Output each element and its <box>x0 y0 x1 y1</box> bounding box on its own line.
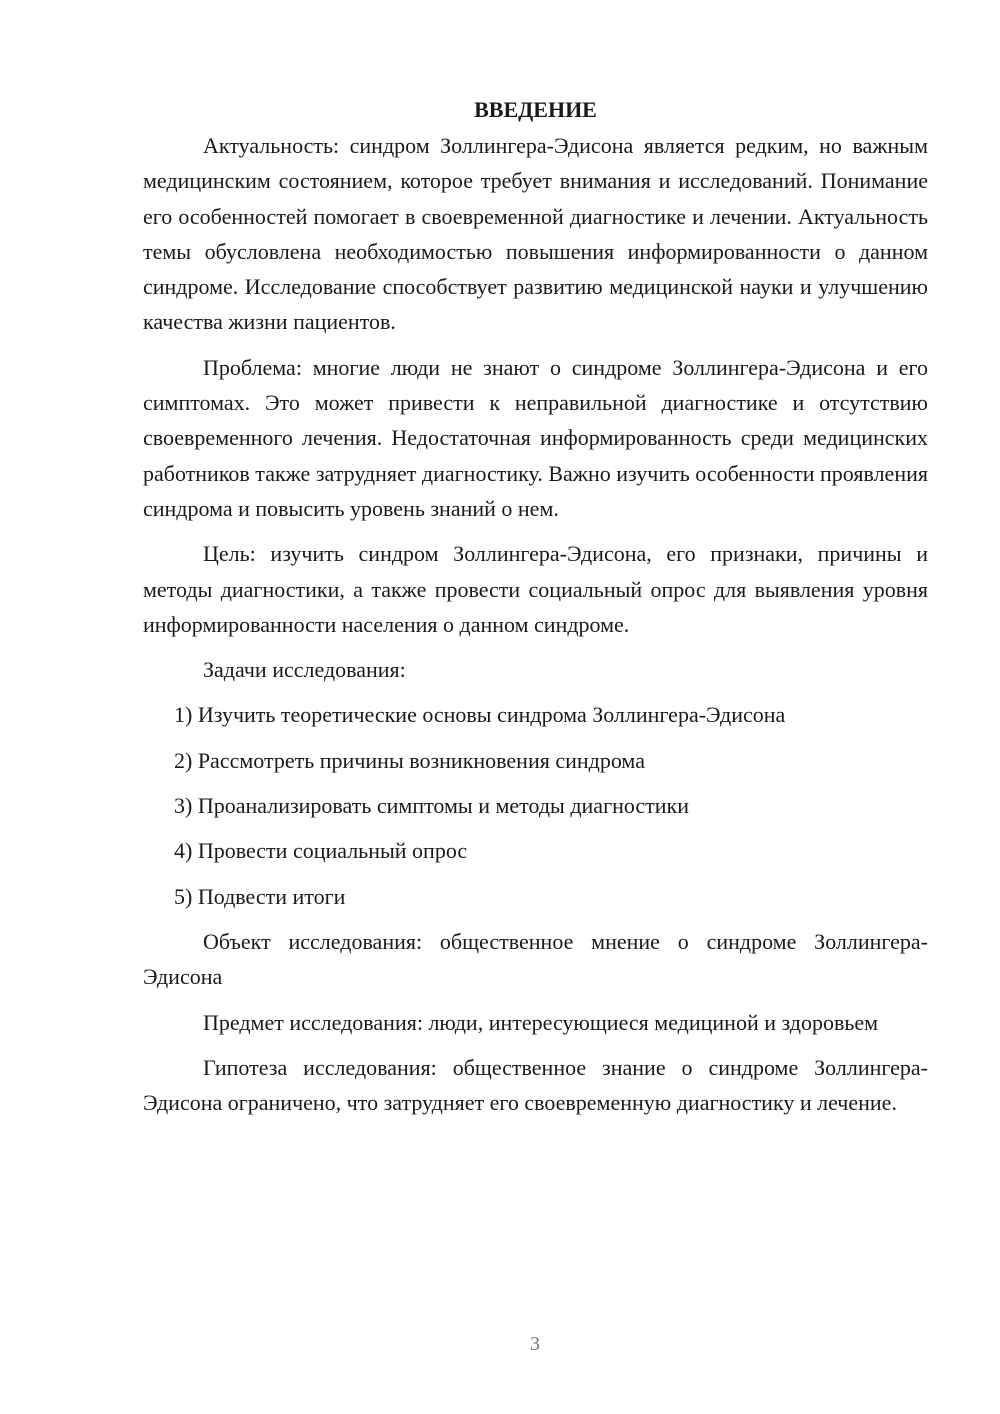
list-item: 3) Проанализировать симптомы и методы диагностики <box>174 793 690 819</box>
list-item: 5) Подвести итоги <box>174 883 346 909</box>
section-heading: ВВЕДЕНИЕ <box>474 97 597 122</box>
list-item: 4) Провести социальный опрос <box>174 838 468 864</box>
relevance-paragraph: Актуальность: синдром Золлингера-Эдисона является редким, но важным медицинским состоянием, которое требует внимания и исследований. Понимание его особенностей помогает в своевременной диагностике и лечении. Актуальность темы обусловлена необходимостью повышения информированности о данном синдроме. Исследование способствует развитию медицинской науки и улучшению качества жизни пациентов. <box>143 133 928 335</box>
list-item: 1) Изучить теоретические основы синдрома Золлингера-Эдисона <box>174 702 786 728</box>
document-page <box>143 92 928 1120</box>
goal-paragraph: Цель: изучить синдром Золлингера-Эдисона, его признаки, причины и методы диагностики, а также провести социальный опрос для выявления уровня информированности населения о данном синдроме. <box>143 541 928 637</box>
hypothesis-paragraph: Гипотеза исследования: общественное знание о синдроме Золлингера-Эдисона ограничено, что затрудняет его своевременную диагностику и лечение. <box>143 1054 928 1116</box>
list-item: 2) Рассмотреть причины возникновения синдрома <box>174 747 645 773</box>
tasks-list <box>143 697 928 913</box>
tasks-heading: Задачи исследования: <box>203 657 406 683</box>
problem-paragraph: Проблема: многие люди не знают о синдроме Золлингера-Эдисона и его симптомах. Это может привести к неправильной диагностике и отсутствию своевременного лечения. Недостаточная информированность среди медицинских работников также затрудняет диагностику. Важно изучить особенности проявления синдрома и повысить уровень знаний о нем. <box>143 354 928 521</box>
object-paragraph: Объект исследования: общественное мнение о синдроме Золлингера-Эдисона <box>143 928 928 990</box>
page-number: 3 <box>530 1333 540 1355</box>
subject-paragraph: Предмет исследования: люди, интересующиеся медициной и здоровьем <box>203 1009 879 1035</box>
